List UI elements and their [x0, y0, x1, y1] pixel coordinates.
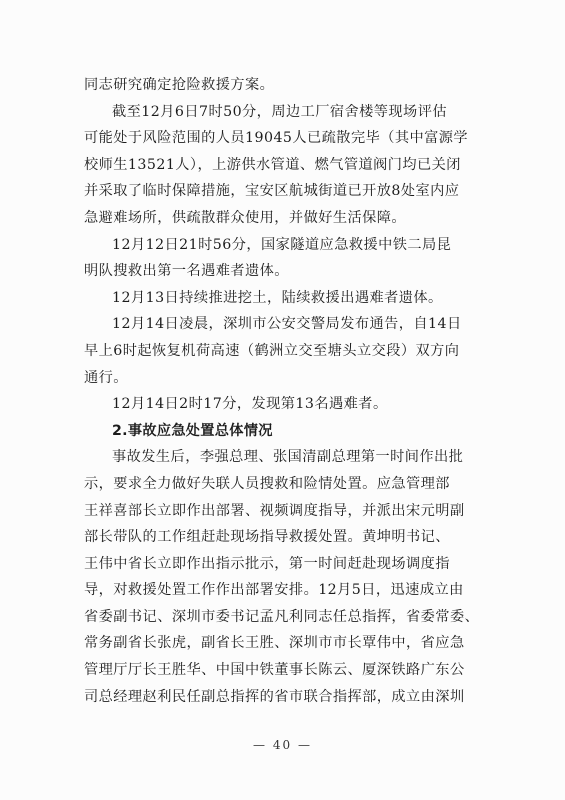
text-line: 省委副书记、深圳市委书记孟凡利同志任总指挥，省委常委、: [84, 608, 480, 625]
text-line: 并采取了临时保障措施，宝安区航城街道已开放8处室内应: [84, 183, 460, 200]
text-line: 部长带队的工作组赶赴现场指导救援处置。黄坤明书记、: [84, 529, 450, 546]
text-line: 12月14日凌晨，深圳市公安交警局发布通告，自14日: [112, 316, 462, 333]
text-line: 截至12月6日7时50分，周边工厂宿舍楼等现场评估: [112, 103, 447, 120]
text-line: 王伟中省长立即作出指示批示，第一时间赶赴现场调度指: [84, 555, 450, 572]
section-heading: 2.事故应急处置总体情况: [112, 422, 273, 439]
text-line: 示，要求全力做好失联人员搜救和险情处置。应急管理部: [84, 475, 450, 492]
text-line: 明队搜救出第一名遇难者遗体。: [84, 263, 289, 280]
text-line: 12月13日持续推进挖土，陆续救援出遇难者遗体。: [112, 289, 443, 306]
text-line: 管理厅厅长王胜华、中国中铁董事长陈云、厦深铁路广东公: [84, 662, 465, 679]
text-line: 王祥喜部长立即作出部署、视频调度指导，并派出宋元明副: [84, 502, 465, 519]
text-line: 同志研究确定抢险救援方案。: [84, 77, 275, 93]
page-number: — 40 —: [253, 738, 312, 752]
text-line: 常务副省长张虎，副省长王胜、深圳市市长覃伟中，省应急: [84, 635, 465, 652]
text-line: 通行。: [84, 369, 128, 386]
text-line: 可能处于风险范围的人员19045人已疏散完毕（其中富源学: [84, 130, 469, 147]
text-line: 12月14日2时17分，发现第13名遇难者。: [112, 396, 388, 413]
text-line: 早上6时起恢复机荷高速（鹤洲立交至塘头立交段）双方向: [84, 342, 460, 359]
text-line: 急避难场所，供疏散群众使用，并做好生活保障。: [84, 209, 407, 226]
text-line: 12月12日21时56分，国家隧道应急救援中铁二局昆: [112, 236, 452, 253]
text-line: 司总经理赵利民任副总指挥的省市联合指挥部，成立由深圳: [84, 688, 465, 705]
text-line: 事故发生后，李强总理、张国清副总理第一时间作出批: [112, 449, 464, 466]
text-line: 校师生13521人），上游供水管道、燃气管道阀门均已关闭: [84, 156, 461, 173]
text-line: 导，对救援处置工作作出部署安排。12月5日，迅速成立由: [84, 582, 464, 599]
document-body: [84, 72, 484, 710]
